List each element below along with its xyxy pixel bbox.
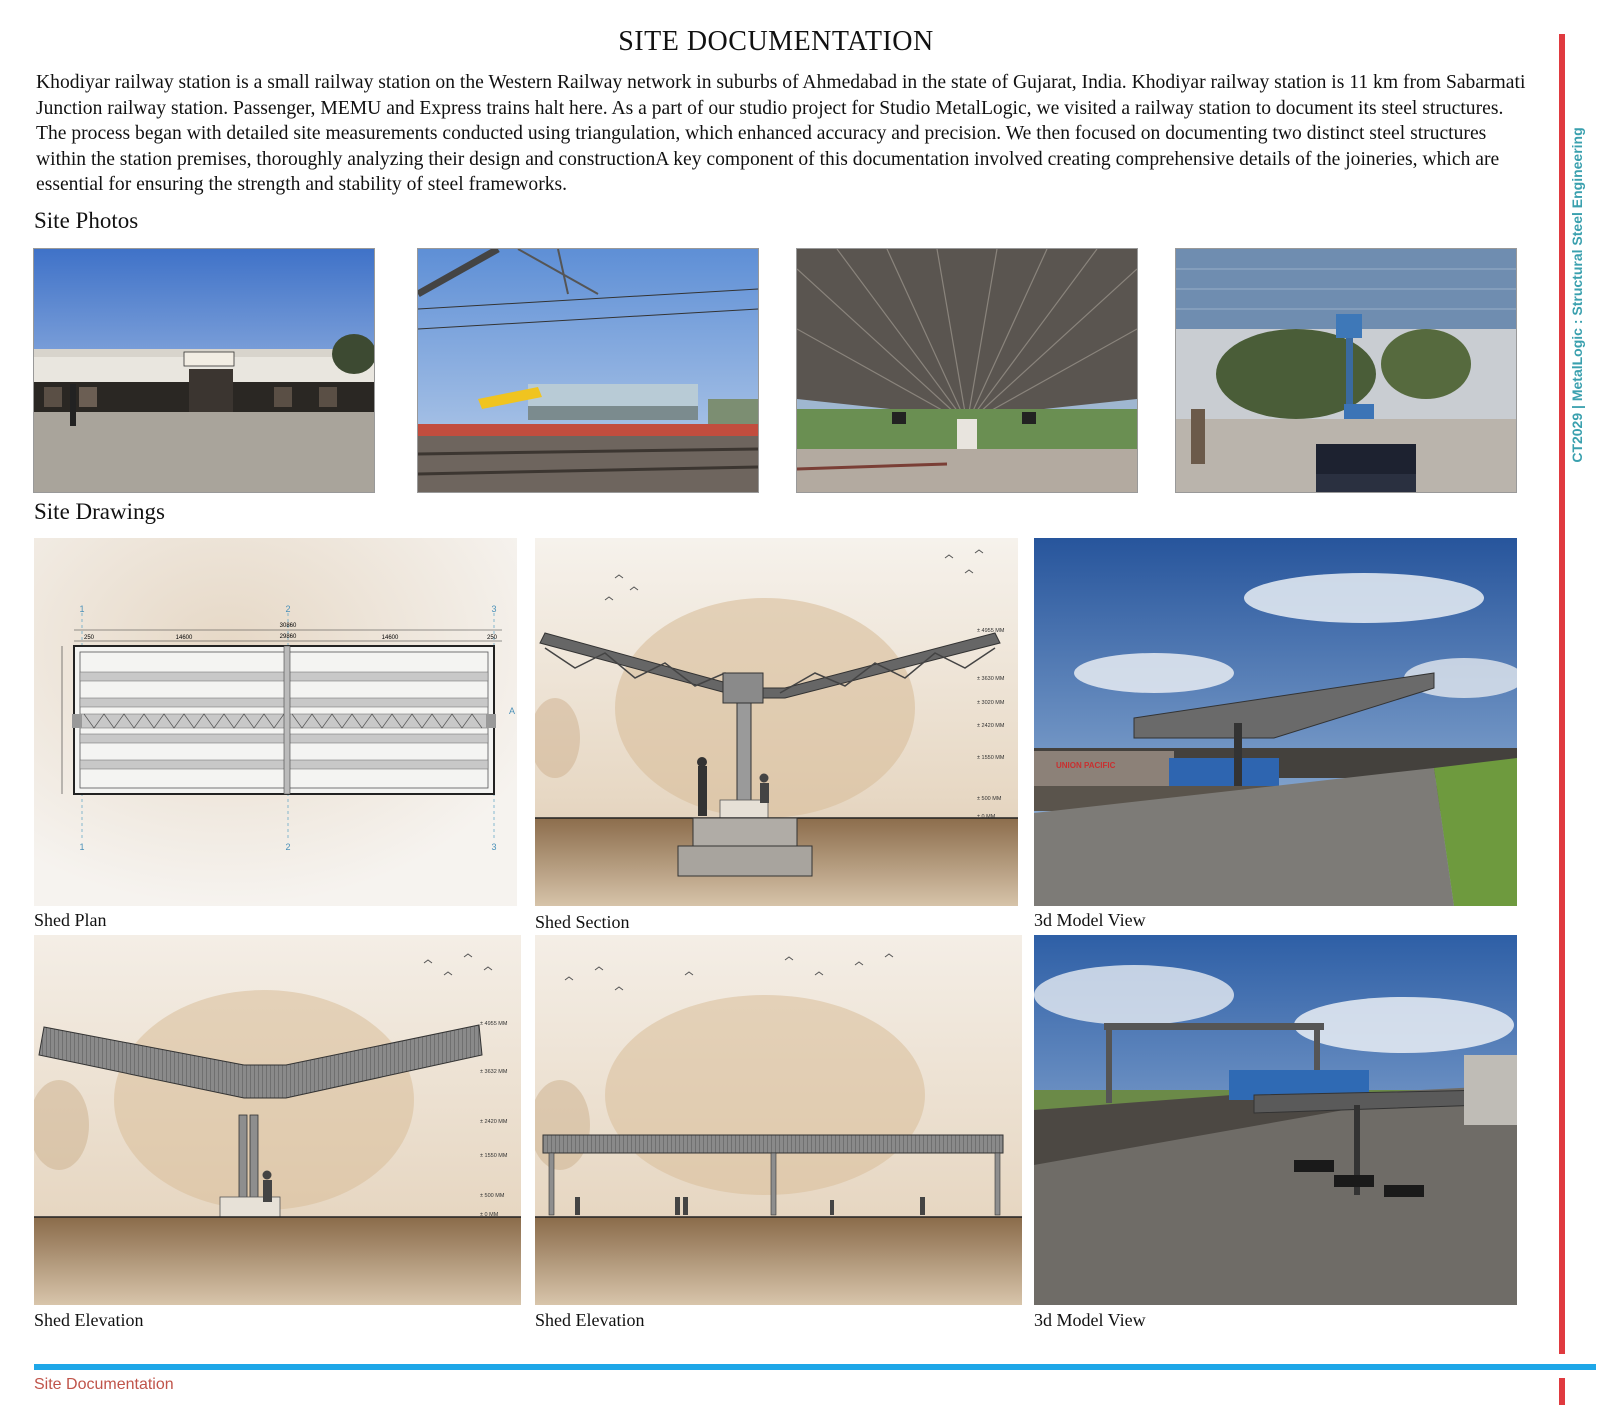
photo-platform-wires <box>417 248 759 493</box>
sidebar-red-bar-bottom <box>1559 1378 1565 1405</box>
plan-grid-1-top: 1 <box>79 604 85 614</box>
section-level-4: ± 2420 MM <box>977 723 1005 729</box>
elevation1-level-1: ± 4955 MM <box>480 1021 508 1027</box>
section-level-2: ± 3630 MM <box>977 676 1005 682</box>
section-level-7: ± 0 MM <box>977 814 996 820</box>
photo-shed-underside <box>796 248 1138 493</box>
site-drawings-heading: Site Drawings <box>34 499 165 524</box>
caption-shed-plan: Shed Plan <box>34 910 107 930</box>
elevation1-level-2: ± 3632 MM <box>480 1069 508 1075</box>
plan-grid-2-bottom: 2 <box>285 842 291 852</box>
caption-shed-elevation-1: Shed Elevation <box>34 1310 144 1330</box>
caption-model-view-1: 3d Model View <box>1034 910 1146 930</box>
shed-elevation-1-drawing <box>34 935 521 1305</box>
elevation1-level-5: ± 500 MM <box>480 1193 505 1199</box>
sidebar-red-bar <box>1559 34 1565 1354</box>
model-view-1-image <box>1034 538 1517 906</box>
shed-plan-drawing <box>34 538 517 906</box>
plan-grid-3-bottom: 3 <box>491 842 497 852</box>
plan-dim-bay-1: 14600 <box>175 635 193 641</box>
shed-section-drawing <box>535 538 1018 906</box>
section-level-1: ± 4955 MM <box>977 628 1005 634</box>
photo-column-seating <box>1175 248 1517 493</box>
sidebar-course-text: CT2029 | MetalLogic : Structural Steel Engineering <box>1569 127 1585 463</box>
footer-label: Site Documentation <box>34 1376 174 1393</box>
model1-sign: UNION PACIFIC <box>1056 761 1116 770</box>
elevation1-level-4: ± 1550 MM <box>480 1153 508 1159</box>
model-view-2-image <box>1034 935 1517 1305</box>
plan-dim-edge-1: 250 <box>83 635 95 641</box>
plan-grid-3-top: 3 <box>491 604 497 614</box>
caption-shed-elevation-2: Shed Elevation <box>535 1310 645 1330</box>
plan-dim-bay-2: 14600 <box>381 635 399 641</box>
shed-elevation-2-drawing <box>535 935 1022 1305</box>
site-photos-heading: Site Photos <box>34 208 139 233</box>
plan-dim-edge-2: 250 <box>486 635 498 641</box>
footer-blue-bar <box>34 1364 1596 1370</box>
plan-dim-inner: 29860 <box>279 634 297 640</box>
sidebar-course-label <box>1566 105 1596 485</box>
section-level-6: ± 500 MM <box>977 796 1002 802</box>
elevation1-level-6: ± 0 MM <box>480 1212 499 1218</box>
plan-grid-a: A <box>508 706 516 716</box>
elevation1-level-3: ± 2420 MM <box>480 1119 508 1125</box>
caption-shed-section: Shed Section <box>535 912 630 932</box>
plan-grid-2-top: 2 <box>285 604 291 614</box>
section-level-5: ± 1550 MM <box>977 755 1005 761</box>
section-level-3: ± 3020 MM <box>977 700 1005 706</box>
page-title: SITE DOCUMENTATION <box>618 26 934 57</box>
intro-paragraph: Khodiyar railway station is a small railway station on the Western Railway network in suburbs of Ahmedabad in the state of Gujarat, India. Khodiyar railway station is 11 km from Sabarmati Junction railway station. Passenger, MEMU and Express trains halt here. As a part of our studio project for Studio MetalLogic, we visited a railway station to document its steel structures. The process began with detailed site measurements conducted using triangulation, which enhanced accuracy and precision. We then focused on documenting two distinct steel structures within the station premises, thoroughly analyzing their design and constructionA key component of this documentation involved creating comprehensive details of the joineries, which are essential for ensuring the strength and stability of steel frameworks. <box>36 72 1526 195</box>
plan-dim-overall: 30860 <box>279 623 297 629</box>
caption-model-view-2: 3d Model View <box>1034 1310 1146 1330</box>
plan-grid-1-bottom: 1 <box>79 842 85 852</box>
photo-station-building <box>33 248 375 493</box>
